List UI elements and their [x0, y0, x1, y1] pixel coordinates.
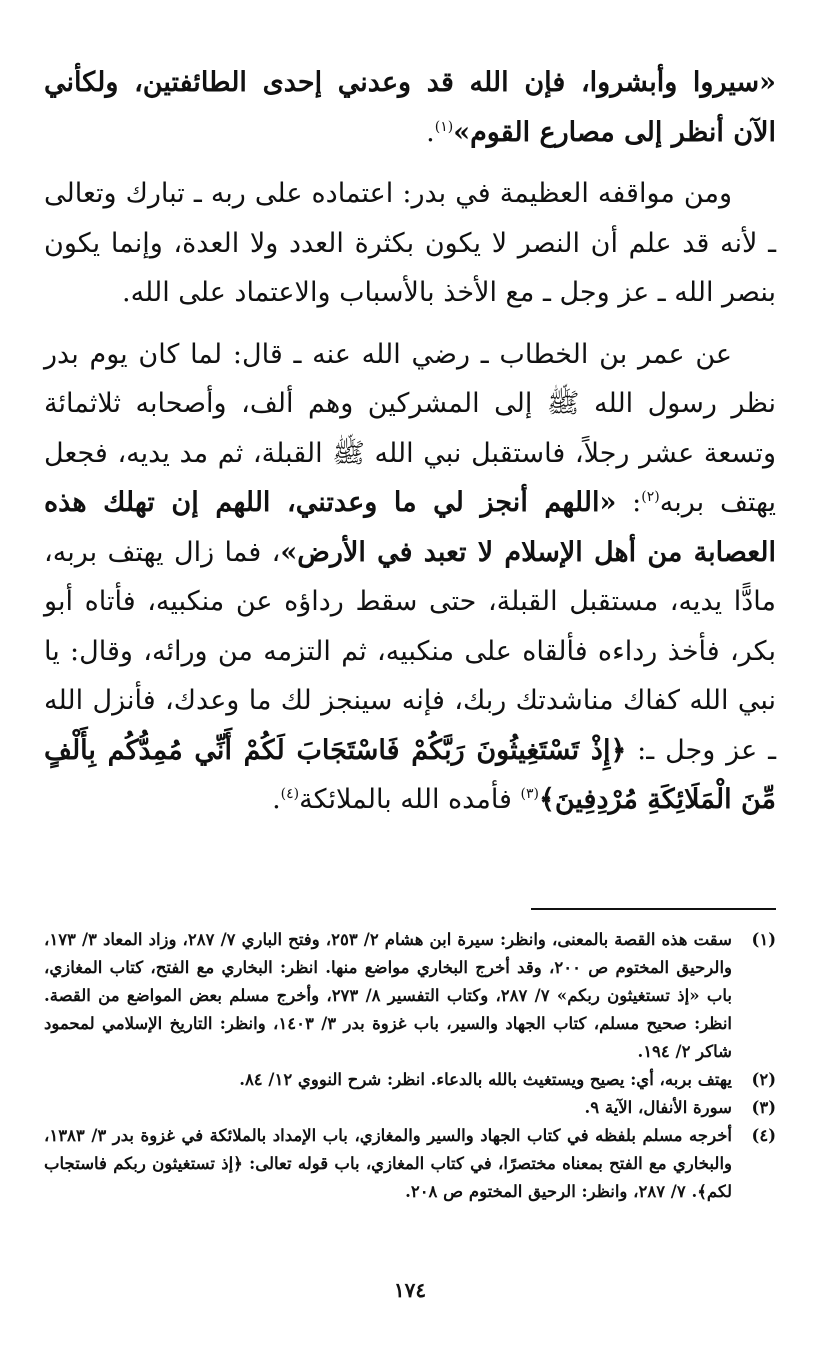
paragraph-3-colon: : [616, 487, 642, 518]
footnote-number: (٤) [751, 1126, 776, 1145]
footnote-ref-2[interactable]: (٢) [641, 489, 660, 505]
footnote-number: (٢) [751, 1070, 776, 1089]
quran-ayah: ﴿إِذْ تَسْتَغِيثُونَ رَبَّكُمْ فَاسْتَجَابَ لَكُمْ أَنِّي مُمِدُّكُم بِأَلْفٍ مِّنَ الْمَلَائِكَةِ مُرْدِفِينَ﴾ [44, 734, 776, 815]
paragraph-3-part-b: ، فما زال يهتف بربه، مادًّا يديه، مستقبل القبلة، حتى سقط رداؤه عن منكبيه، فأتاه أبو بكر، فأخذ رداءه فألقاه على منكبيه، ثم التزمه من ورائه، وقال: يا نبي الله كفاك مناشدتك ربك، فإنه سينجز لك ما وعدك، فأنزل الله ـ عز وجل ـ: [44, 536, 777, 766]
main-text [44, 58, 776, 825]
footnote-text: أخرجه مسلم بلفظه في كتاب الجهاد والسير والمغازي، باب الإمداد بالملائكة في غزوة بدر ٣/ ١٣٨٣، والبخاري مع الفتح بمعناه مختصرًا، في كتاب المغازي، باب قوله تعالى: ﴿إذ تستغيثون ربكم فاستجاب لكم﴾. ٧/ ٢٨٧، وانظر: الرحيق المختوم ص ٢٠٨. [44, 1126, 732, 1201]
footnote-divider [531, 908, 776, 910]
paragraph-2: ومن مواقفه العظيمة في بدر: اعتماده على ربه ـ تبارك وتعالى ـ لأنه قد علم أن النصر لا يكون بكثرة العدد ولا العدة، وإنما يكون بنصر الله ـ عز وجل ـ مع الأخذ بالأسباب والاعتماد على الله. [44, 178, 776, 308]
footnote-number: (١) [751, 930, 776, 949]
footnote-3 [44, 1094, 776, 1122]
paragraph-3-part-c: فأمده الله بالملائكة [299, 784, 521, 815]
paragraph-1 [44, 58, 776, 157]
footnote-text: سقت هذه القصة بالمعنى، وانظر: سيرة ابن هشام ٢/ ٢٥٣، وفتح الباري ٧/ ٢٨٧، وزاد المعاد ٣/ ١٧٣، والرحيق المختوم ص ٢٠٠، وقد أخرج البخاري مواضع منها. انظر: البخاري مع الفتح، كتاب المغازي، باب «إذ تستغيثون ربكم» ٧/ ٢٨٧، وكتاب التفسير ٨/ ٢٧٣، وأخرج مسلم بعض المواضع من القصة. انظر: صحيح مسلم، كتاب الجهاد والسير، باب غزوة بدر ٣/ ١٤٠٣، وانظر: التاريخ الإسلامي لمحمود شاكر ٢/ ١٩٤. [44, 930, 733, 1061]
footnote-1 [44, 926, 776, 1066]
book-page [44, 58, 776, 1327]
footnote-4 [44, 1122, 776, 1206]
footnote-2 [44, 1066, 776, 1094]
page-number: ١٧٤ [393, 1278, 427, 1302]
paragraph-3-end: . [272, 784, 281, 815]
paragraph-1-end: . [426, 116, 435, 148]
footnote-text: سورة الأنفال، الآية ٩. [584, 1098, 732, 1117]
footnote-ref-1[interactable]: (١) [434, 118, 454, 135]
footnote-text: يهتف بربه، أي: يصيح ويستغيث بالله بالدعاء. انظر: شرح النووي ١٢/ ٨٤. [239, 1070, 732, 1089]
footnote-ref-4[interactable]: (٤) [280, 786, 300, 802]
paragraph-3-part-a: عن عمر بن الخطاب ـ رضي الله عنه ـ قال: لما كان يوم بدر نظر رسول الله ﷺ إلى المشركين وهم ألف، وأصحابه ثلاثمائة وتسعة عشر رجلاً، فاستقبل نبي الله ﷺ القبلة، ثم مد يديه، فجعل يهتف بربه [44, 338, 776, 518]
prophet-dua: «اللهم أنجز لي ما وعدتني، اللهم إن تهلك هذه العصابة من أهل الإسلام لا تعبد في الأرض» [44, 487, 776, 568]
footnotes [44, 926, 776, 1206]
footnote-ref-3[interactable]: (٣) [520, 786, 540, 802]
prophet-quote: «سيروا وأبشروا، فإن الله قد وعدني إحدى الطائفتين، ولكأني الآن أنظر إلى مصارع القوم» [44, 67, 776, 148]
paragraph-3 [44, 330, 776, 825]
footnote-number: (٣) [751, 1098, 776, 1117]
